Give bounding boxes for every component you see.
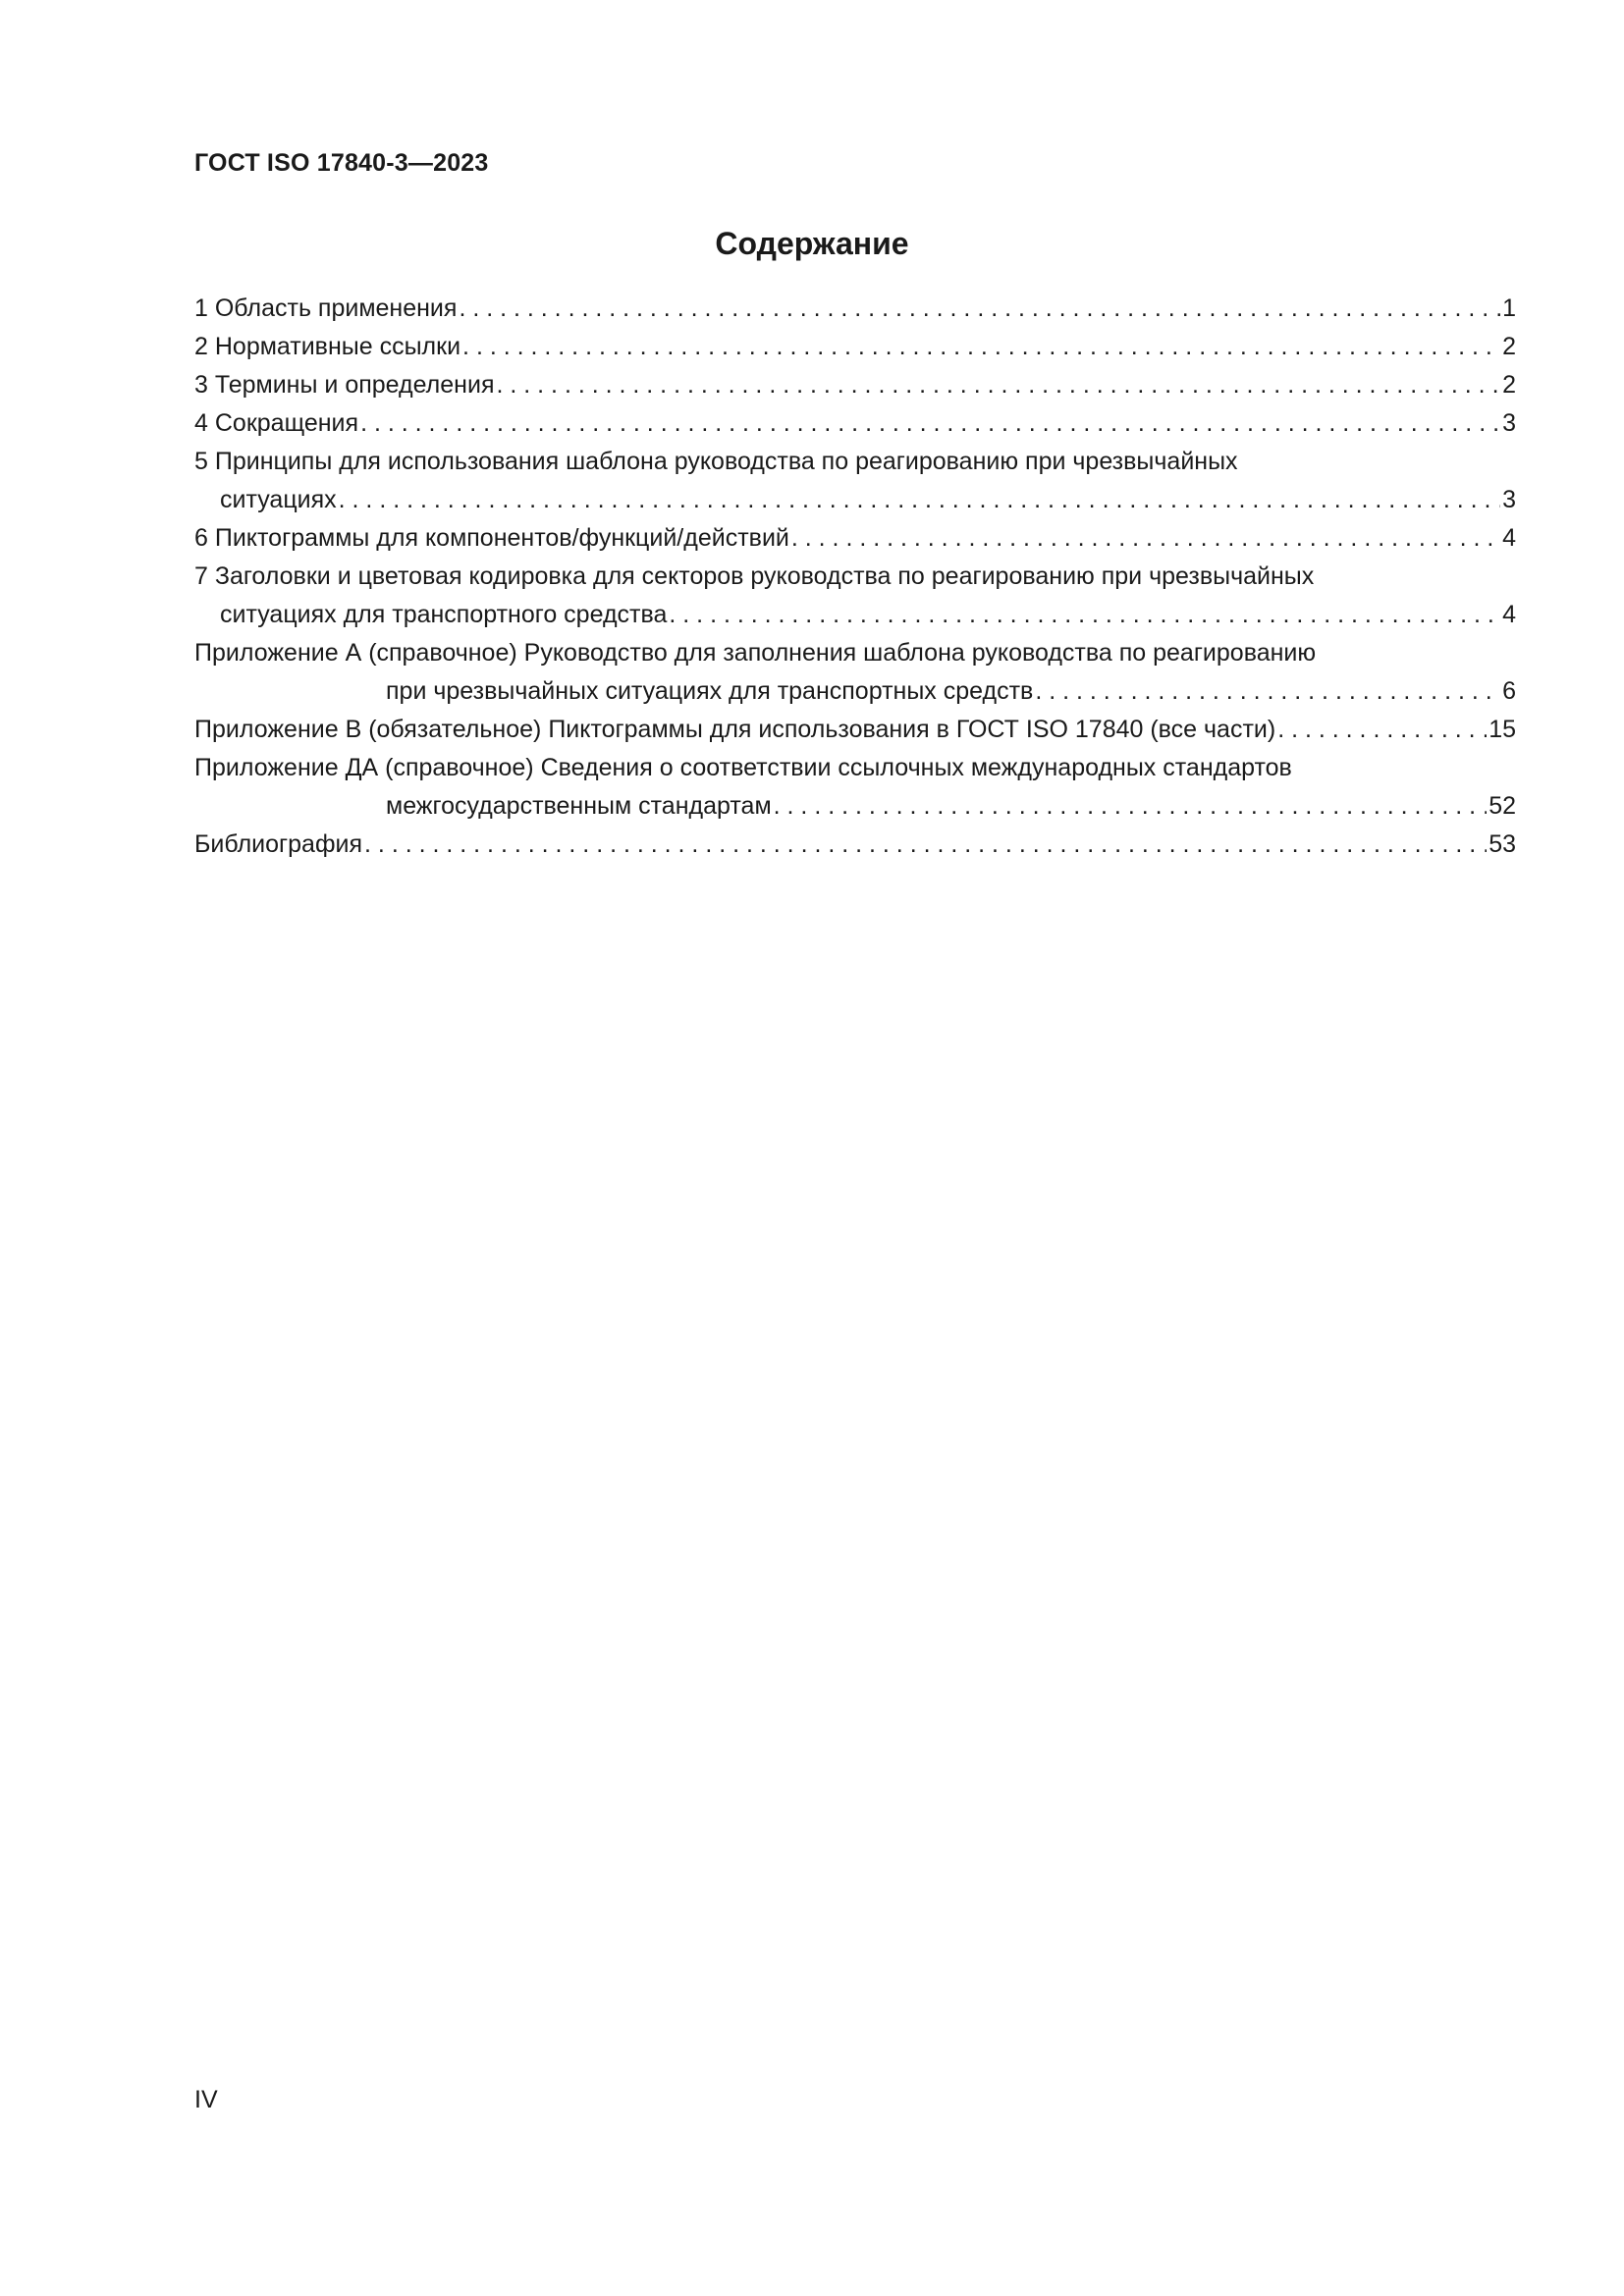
toc-page-number: 1 [1502,294,1516,322]
toc-entry-4[interactable] [194,404,1516,443]
toc-page-number: 15 [1489,716,1516,743]
toc-entry-text: 4 Сокращения [194,409,359,437]
toc-page-number: 4 [1502,524,1516,552]
leader-dots [669,596,1500,634]
leader-dots [1277,711,1487,749]
toc-page-number: 3 [1502,486,1516,513]
toc-page-number: 2 [1502,333,1516,360]
toc-entry-text: 1 Область применения [194,294,458,322]
toc-page-number: 3 [1502,409,1516,437]
toc-page-number: 52 [1489,792,1516,820]
toc-entry-text: 6 Пиктограммы для компонентов/функций/действий [194,524,789,552]
table-of-contents [194,290,1516,864]
toc-page-number: 4 [1502,601,1516,628]
leader-dots [791,519,1500,558]
toc-entry-text: 5 Принципы для использования шаблона руководства по реагированию при чрезвычайных [194,448,1238,475]
leader-dots [339,481,1500,519]
toc-entry-7[interactable] [194,558,1516,634]
toc-page-number: 2 [1502,371,1516,399]
leader-dots [459,290,1500,328]
toc-page-number: 53 [1489,830,1516,858]
toc-entry-appendix-a[interactable] [194,634,1516,711]
toc-title: Содержание [715,226,909,261]
leader-dots [462,328,1500,366]
leader-dots [496,366,1500,404]
toc-entry-3[interactable] [194,366,1516,404]
toc-entry-text-continued: при чрезвычайных ситуациях для транспортных средств [386,677,1034,705]
toc-entry-text: Приложение А (справочное) Руководство для заполнения шаблона руководства по реагированию [194,639,1317,667]
leader-dots [1035,672,1500,711]
toc-entry-1[interactable] [194,290,1516,328]
toc-entry-bibliography[interactable] [194,826,1516,864]
toc-entry-text-continued: ситуациях для транспортного средства [220,601,668,628]
leader-dots [360,404,1500,443]
toc-entry-text: Приложение ДА (справочное) Сведения о соответствии ссылочных международных стандартов [194,754,1292,781]
leader-dots [364,826,1487,864]
toc-entry-text: Приложение В (обязательное) Пиктограммы для использования в ГОСТ ISO 17840 (все части) [194,716,1276,743]
toc-entry-text: 3 Термины и определения [194,371,495,399]
leader-dots [774,787,1488,826]
toc-entry-6[interactable] [194,519,1516,558]
toc-entry-text: 2 Нормативные ссылки [194,333,461,360]
toc-entry-appendix-da[interactable] [194,749,1516,826]
toc-entry-appendix-b[interactable] [194,711,1516,749]
toc-page-number: 6 [1502,677,1516,705]
document-code: ГОСТ ISO 17840-3—2023 [194,149,489,177]
toc-entry-text-continued: ситуациях [220,486,337,513]
toc-entry-text-continued: межгосударственным стандартам [386,792,772,820]
toc-entry-text: 7 Заголовки и цветовая кодировка для секторов руководства по реагированию при чрезвычайных [194,562,1315,590]
toc-entry-2[interactable] [194,328,1516,366]
page-number: IV [194,2086,218,2113]
toc-entry-text: Библиография [194,830,363,858]
toc-entry-5[interactable] [194,443,1516,519]
